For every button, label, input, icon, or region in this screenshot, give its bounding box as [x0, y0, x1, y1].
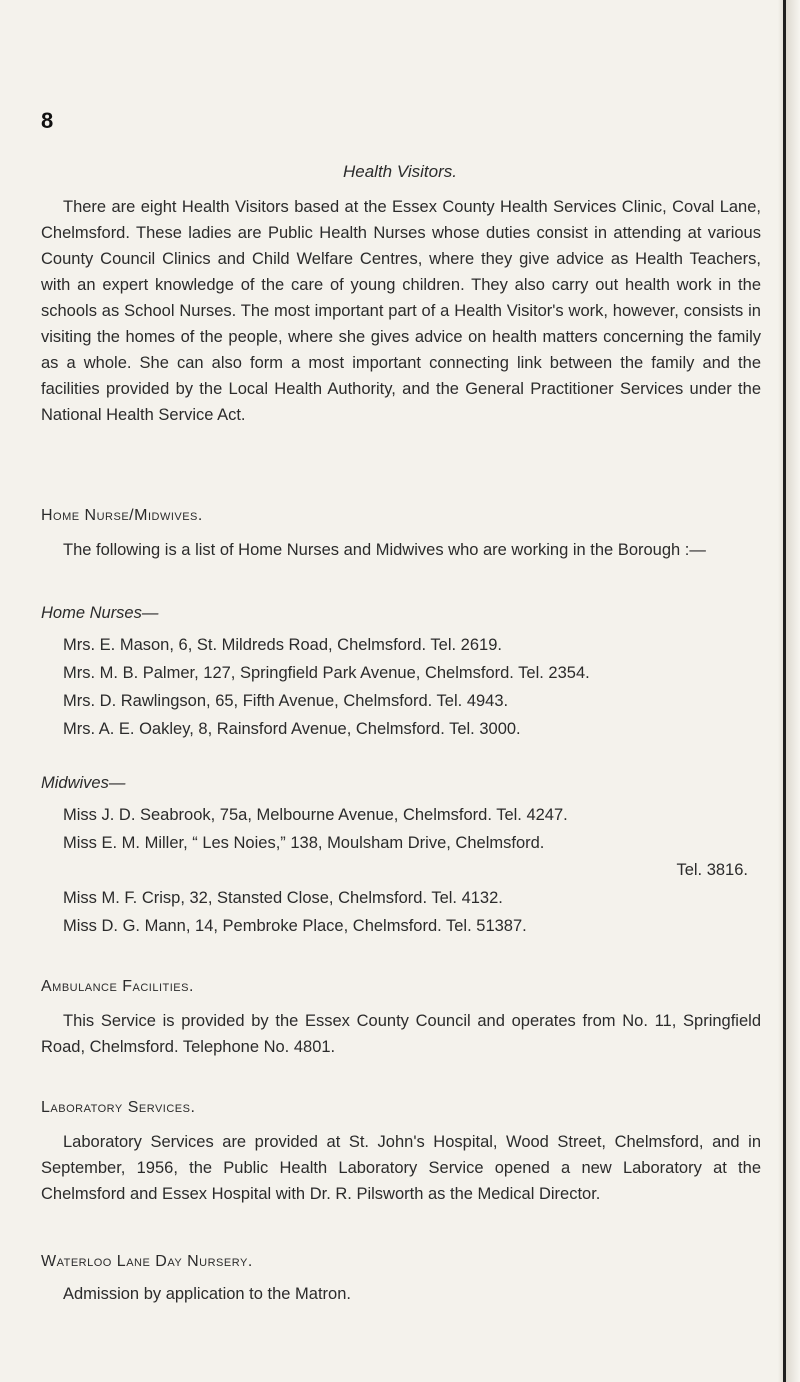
nurse-entry: Mrs. A. E. Oakley, 8, Rainsford Avenue, Chelmsford. Tel. 3000. [63, 720, 521, 738]
health-visitors-paragraph: There are eight Health Visitors based at the Essex County Health Services Clinic, Coval Lane, Chelmsford. These ladies are Public Health Nurses whose duties consist in attending at various County Council Clinics and Child Welfare Centres, where they give advice as Health Teachers, with an expert knowledge of the care of young children. They also carry out health work in the schools as School Nurses. The most important part of a Health Visitor's work, however, consists in visiting the homes of the people, where she gives advice on health matters concerning the family as a whole. She can also form a most important connecting link between the family and the facilities provided by the Local Health Authority, and the General Practitioner Services under the National Health Service Act. [41, 198, 761, 424]
health-visitors-heading: Health Visitors. [342, 162, 457, 181]
midwife-entry-continuation: Tel. 3816. [676, 861, 748, 879]
midwife-entry: Miss M. F. Crisp, 32, Stansted Close, Chelmsford. Tel. 4132. [63, 889, 503, 907]
nursery-paragraph: Admission by application to the Matron. [63, 1285, 351, 1303]
page-number: 8 [41, 108, 54, 133]
nurse-entry: Mrs. M. B. Palmer, 127, Springfield Park Avenue, Chelmsford. Tel. 2354. [63, 664, 590, 682]
midwives-heading: Midwives— [41, 774, 126, 792]
nurse-entry: Mrs. D. Rawlingson, 65, Fifth Avenue, Chelmsford. Tel. 4943. [63, 692, 509, 710]
nurse-entry: Mrs. E. Mason, 6, St. Mildreds Road, Chelmsford. Tel. 2619. [63, 636, 502, 654]
home-nurse-midwives-intro: The following is a list of Home Nurses and Midwives who are working in the Borough :— [63, 541, 706, 559]
scan-edge-line [783, 0, 786, 1382]
scan-edge-shadow [778, 0, 800, 1382]
midwife-entry: Miss J. D. Seabrook, 75a, Melbourne Avenue, Chelmsford. Tel. 4247. [63, 806, 568, 824]
laboratory-heading: Laboratory Services. [41, 1099, 196, 1116]
nursery-heading: Waterloo Lane Day Nursery. [41, 1253, 253, 1270]
laboratory-paragraph: Laboratory Services are provided at St. John's Hospital, Wood Street, Chelmsford, and in September, 1956, the Public Health Laboratory Service opened a new Laboratory at the Chelmsford and Essex Hospital with Dr. R. Pilsworth as the Medical Director. [41, 1133, 761, 1203]
home-nurses-heading: Home Nurses— [41, 604, 159, 622]
midwife-entry: Miss E. M. Miller, “ Les Noies,” 138, Moulsham Drive, Chelmsford. [63, 834, 545, 852]
midwife-entry: Miss D. G. Mann, 14, Pembroke Place, Chelmsford. Tel. 51387. [63, 917, 527, 935]
ambulance-paragraph: This Service is provided by the Essex County Council and operates from No. 11, Springfield Road, Chelmsford. Telephone No. 4801. [41, 1012, 761, 1056]
home-nurse-midwives-heading: Home Nurse/Midwives. [41, 507, 203, 524]
ambulance-heading: Ambulance Facilities. [41, 978, 194, 995]
